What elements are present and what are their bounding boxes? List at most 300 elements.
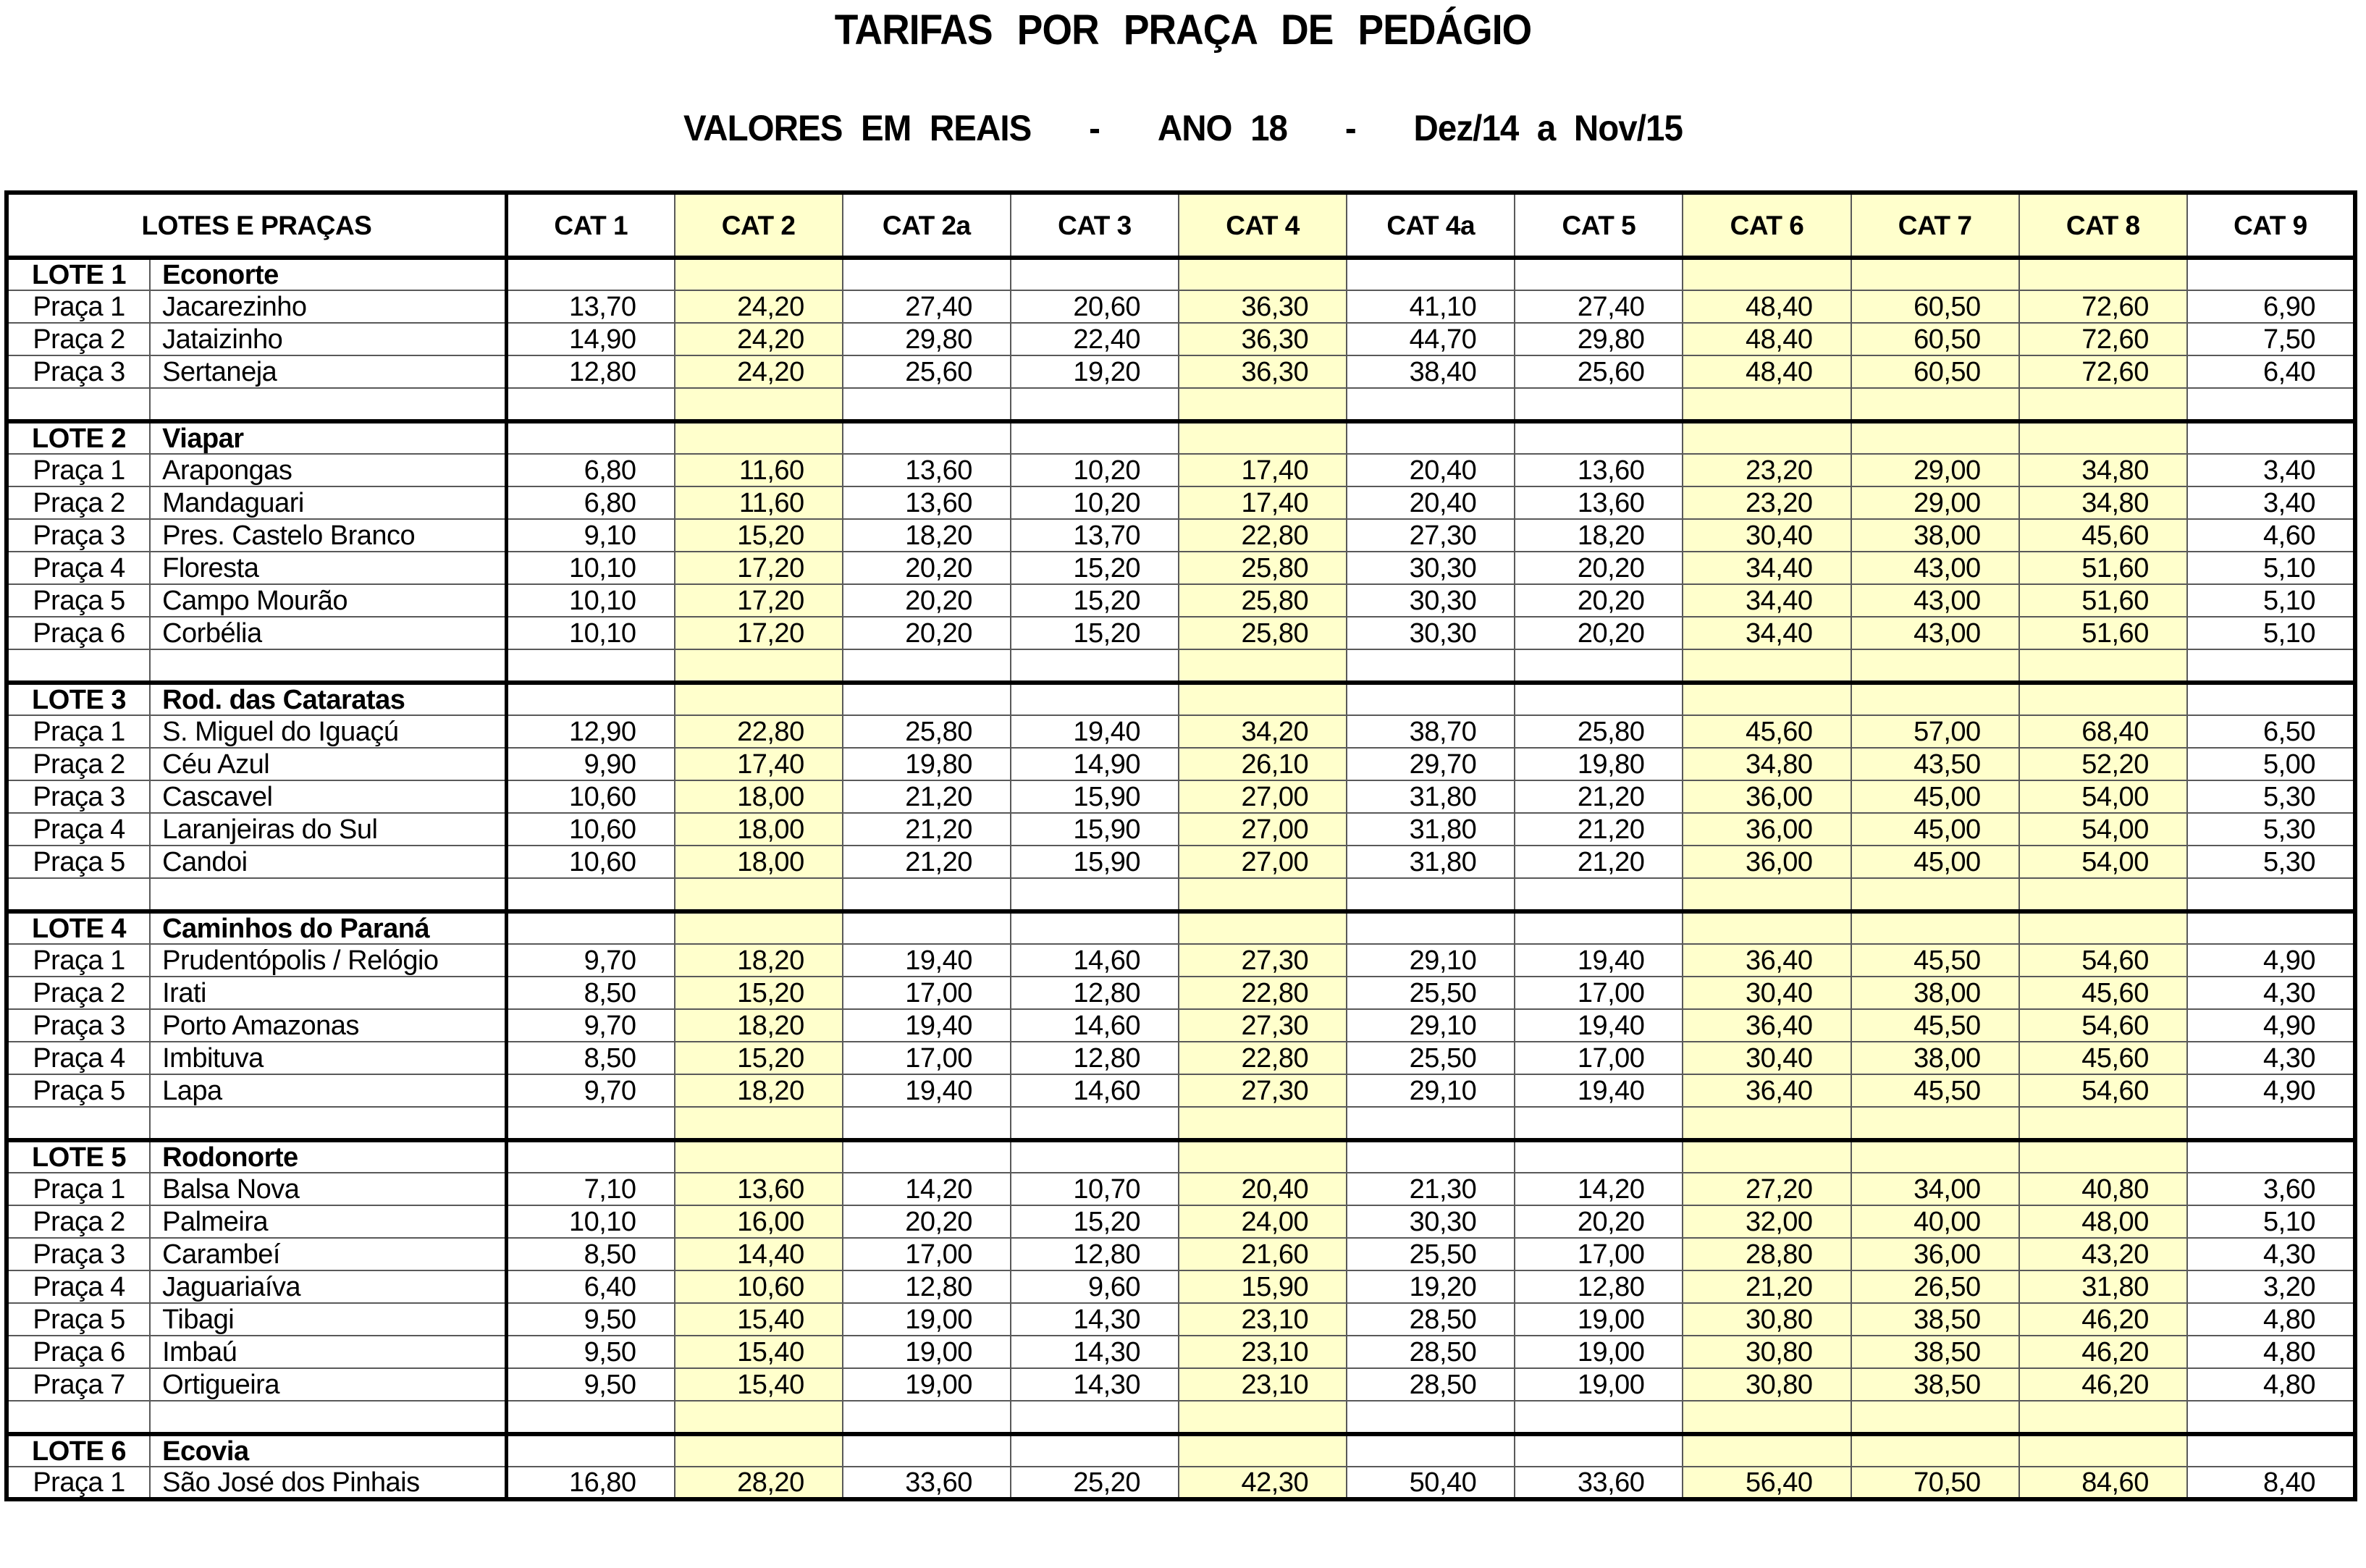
tariff-value-cell: 17,20	[675, 552, 843, 584]
praca-row	[7, 355, 2355, 388]
empty-cell	[2019, 421, 2187, 454]
separator-cell	[1011, 1107, 1179, 1140]
empty-cell	[1179, 258, 1347, 290]
tariff-value-cell: 36,40	[1683, 1009, 1851, 1042]
tariff-value-cell: 23,20	[1683, 454, 1851, 486]
tariff-value-cell: 34,40	[1683, 617, 1851, 649]
tariff-value-cell: 15,20	[1011, 617, 1179, 649]
cat-header-cell: CAT 6	[1683, 193, 1851, 258]
tariff-value-cell: 48,40	[1683, 323, 1851, 355]
tariff-value-cell: 9,70	[506, 944, 674, 977]
empty-cell	[2019, 1140, 2187, 1173]
tariff-value-cell: 23,10	[1179, 1336, 1347, 1368]
tariff-value-cell: 57,00	[1851, 715, 2019, 748]
place-name-cell: Lapa	[150, 1074, 506, 1107]
tariff-value-cell: 29,70	[1347, 748, 1515, 780]
page-title: TARIFAS POR PRAÇA DE PEDÁGIO	[834, 7, 1532, 54]
place-name-cell: Pres. Castelo Branco	[150, 519, 506, 552]
tariff-value-cell: 17,20	[675, 617, 843, 649]
tariff-value-cell: 17,40	[1179, 454, 1347, 486]
tariff-value-cell: 36,30	[1179, 290, 1347, 323]
tariff-value-cell: 51,60	[2019, 617, 2187, 649]
tariff-value-cell: 38,50	[1851, 1336, 2019, 1368]
tariff-value-cell: 5,10	[2187, 584, 2355, 617]
tariff-value-cell: 38,70	[1347, 715, 1515, 748]
empty-cell	[1347, 683, 1515, 715]
separator-cell	[843, 878, 1011, 911]
tariff-value-cell: 45,00	[1851, 846, 2019, 878]
praca-row	[7, 715, 2355, 748]
separator-cell	[2187, 1107, 2355, 1140]
tariff-value-cell: 17,40	[675, 748, 843, 780]
empty-cell	[2187, 1140, 2355, 1173]
empty-cell	[2187, 683, 2355, 715]
praca-label-cell: Praça 1	[7, 1173, 150, 1205]
tariff-value-cell: 36,40	[1683, 1074, 1851, 1107]
separator-cell	[1683, 1401, 1851, 1434]
tariff-value-cell: 26,10	[1179, 748, 1347, 780]
tariff-value-cell: 5,00	[2187, 748, 2355, 780]
tariff-value-cell: 18,20	[675, 1074, 843, 1107]
tariff-value-cell: 43,00	[1851, 552, 2019, 584]
place-name-cell: Imbaú	[150, 1336, 506, 1368]
praca-label-cell: Praça 2	[7, 323, 150, 355]
separator-cell	[1515, 649, 1683, 683]
empty-cell	[1515, 1434, 1683, 1467]
empty-cell	[1179, 1140, 1347, 1173]
empty-cell	[2019, 911, 2187, 944]
tariff-value-cell: 14,60	[1011, 1009, 1179, 1042]
tariff-value-cell: 8,50	[506, 1238, 674, 1270]
cat-header-cell: CAT 4a	[1347, 193, 1515, 258]
empty-cell	[2019, 1434, 2187, 1467]
praca-label-cell: Praça 1	[7, 1467, 150, 1499]
tariff-value-cell: 22,80	[1179, 519, 1347, 552]
empty-cell	[1851, 911, 2019, 944]
empty-cell	[1851, 258, 2019, 290]
tariff-value-cell: 4,60	[2187, 519, 2355, 552]
tariff-value-cell: 33,60	[843, 1467, 1011, 1499]
praca-label-cell: Praça 1	[7, 454, 150, 486]
tariff-value-cell: 29,10	[1347, 1074, 1515, 1107]
tariff-value-cell: 22,80	[1179, 1042, 1347, 1074]
separator-cell	[1179, 878, 1347, 911]
tariff-value-cell: 6,90	[2187, 290, 2355, 323]
praca-row	[7, 1042, 2355, 1074]
tariff-value-cell: 4,90	[2187, 944, 2355, 977]
empty-cell	[506, 911, 674, 944]
separator-cell	[1851, 388, 2019, 421]
tariff-value-cell: 20,20	[1515, 1205, 1683, 1238]
lote-header-row	[7, 911, 2355, 944]
tariff-value-cell: 10,10	[506, 1205, 674, 1238]
tariff-value-cell: 4,30	[2187, 977, 2355, 1009]
praca-label-cell: Praça 2	[7, 977, 150, 1009]
tariff-value-cell: 29,00	[1851, 486, 2019, 519]
tariff-value-cell: 13,60	[675, 1173, 843, 1205]
lote-name-cell: Rod. das Cataratas	[150, 683, 506, 715]
tariff-value-cell: 29,10	[1347, 944, 1515, 977]
subtitle-values-label: VALORES EM REAIS	[683, 108, 1032, 148]
tariff-value-cell: 19,00	[843, 1336, 1011, 1368]
praca-label-cell: Praça 4	[7, 1270, 150, 1303]
separator-cell	[843, 1107, 1011, 1140]
tariff-value-cell: 31,80	[1347, 813, 1515, 846]
praca-row	[7, 944, 2355, 977]
tariff-value-cell: 6,80	[506, 486, 674, 519]
empty-cell	[1347, 1434, 1515, 1467]
praca-row	[7, 977, 2355, 1009]
tariff-value-cell: 8,40	[2187, 1467, 2355, 1499]
empty-cell	[843, 421, 1011, 454]
page-subtitle	[59, 107, 2307, 149]
tariff-value-cell: 12,80	[843, 1270, 1011, 1303]
tariff-value-cell: 10,20	[1011, 486, 1179, 519]
separator-cell	[2187, 649, 2355, 683]
tariff-value-cell: 54,00	[2019, 813, 2187, 846]
tariff-value-cell: 18,00	[675, 813, 843, 846]
empty-cell	[1179, 421, 1347, 454]
tariff-value-cell: 12,80	[1011, 977, 1179, 1009]
tariff-value-cell: 4,90	[2187, 1009, 2355, 1042]
tariff-value-cell: 27,00	[1179, 780, 1347, 813]
lote-label-cell: LOTE 1	[7, 258, 150, 290]
tariff-value-cell: 20,40	[1179, 1173, 1347, 1205]
praca-label-cell: Praça 4	[7, 552, 150, 584]
empty-cell	[1179, 1434, 1347, 1467]
tariff-value-cell: 14,20	[843, 1173, 1011, 1205]
tariff-value-cell: 23,10	[1179, 1303, 1347, 1336]
empty-cell	[843, 1140, 1011, 1173]
separator-cell	[675, 1401, 843, 1434]
separator-cell	[2187, 878, 2355, 911]
subtitle-separator: -	[1089, 108, 1100, 148]
cat-header-cell: CAT 7	[1851, 193, 2019, 258]
tariff-value-cell: 46,20	[2019, 1336, 2187, 1368]
empty-cell	[675, 1434, 843, 1467]
tariff-value-cell: 72,60	[2019, 323, 2187, 355]
cat-header-cell: CAT 2a	[843, 193, 1011, 258]
tariff-value-cell: 25,80	[1179, 552, 1347, 584]
tariff-value-cell: 24,20	[675, 290, 843, 323]
tariff-value-cell: 15,20	[1011, 584, 1179, 617]
praca-row	[7, 1173, 2355, 1205]
separator-cell	[1011, 878, 1179, 911]
tariff-value-cell: 4,30	[2187, 1042, 2355, 1074]
separator-row	[7, 1401, 2355, 1434]
empty-cell	[1011, 1140, 1179, 1173]
tariff-value-cell: 9,70	[506, 1009, 674, 1042]
tariff-value-cell: 23,20	[1683, 486, 1851, 519]
lote-name-cell: Viapar	[150, 421, 506, 454]
empty-cell	[506, 683, 674, 715]
praca-row	[7, 1074, 2355, 1107]
empty-cell	[2019, 258, 2187, 290]
praca-row	[7, 323, 2355, 355]
cat-header-cell: CAT 2	[675, 193, 843, 258]
tariff-value-cell: 18,20	[1515, 519, 1683, 552]
separator-cell	[150, 1107, 506, 1140]
tariff-value-cell: 31,80	[1347, 846, 1515, 878]
praca-row	[7, 1238, 2355, 1270]
lote-header-row	[7, 1140, 2355, 1173]
place-name-cell: Tibagi	[150, 1303, 506, 1336]
tariff-value-cell: 60,50	[1851, 290, 2019, 323]
separator-cell	[7, 878, 150, 911]
tariff-value-cell: 4,80	[2187, 1336, 2355, 1368]
tariff-value-cell: 72,60	[2019, 355, 2187, 388]
separator-cell	[1515, 1107, 1683, 1140]
tariff-value-cell: 3,40	[2187, 486, 2355, 519]
tariff-value-cell: 19,40	[843, 1074, 1011, 1107]
tariff-value-cell: 15,40	[675, 1368, 843, 1401]
tariff-value-cell: 12,80	[1515, 1270, 1683, 1303]
praca-row	[7, 846, 2355, 878]
praca-label-cell: Praça 5	[7, 1303, 150, 1336]
tariff-value-cell: 21,20	[1515, 780, 1683, 813]
empty-cell	[1011, 911, 1179, 944]
separator-cell	[150, 649, 506, 683]
tariff-value-cell: 15,90	[1179, 1270, 1347, 1303]
tariff-value-cell: 51,60	[2019, 552, 2187, 584]
tariff-value-cell: 36,00	[1683, 846, 1851, 878]
tariff-value-cell: 6,80	[506, 454, 674, 486]
tariff-value-cell: 52,20	[2019, 748, 2187, 780]
subtitle-separator: -	[1344, 108, 1356, 148]
tariff-value-cell: 30,80	[1683, 1336, 1851, 1368]
separator-cell	[1515, 1401, 1683, 1434]
tariff-value-cell: 19,00	[1515, 1336, 1683, 1368]
lote-label-cell: LOTE 6	[7, 1434, 150, 1467]
tariff-value-cell: 23,10	[1179, 1368, 1347, 1401]
tariff-value-cell: 34,80	[2019, 454, 2187, 486]
tariff-value-cell: 14,90	[1011, 748, 1179, 780]
tariff-value-cell: 17,00	[843, 977, 1011, 1009]
tariff-value-cell: 5,30	[2187, 780, 2355, 813]
praca-row	[7, 290, 2355, 323]
separator-cell	[2019, 649, 2187, 683]
praca-label-cell: Praça 4	[7, 1042, 150, 1074]
tariff-value-cell: 38,00	[1851, 519, 2019, 552]
tariff-value-cell: 15,40	[675, 1303, 843, 1336]
tariff-value-cell: 21,20	[843, 846, 1011, 878]
tariff-value-cell: 14,20	[1515, 1173, 1683, 1205]
tariff-value-cell: 4,80	[2187, 1303, 2355, 1336]
lote-name-cell: Econorte	[150, 258, 506, 290]
praca-label-cell: Praça 2	[7, 1205, 150, 1238]
empty-cell	[675, 1140, 843, 1173]
tariff-value-cell: 25,80	[843, 715, 1011, 748]
empty-cell	[1851, 421, 2019, 454]
lote-label-cell: LOTE 4	[7, 911, 150, 944]
tariff-value-cell: 54,00	[2019, 846, 2187, 878]
separator-cell	[1347, 1107, 1515, 1140]
tariff-value-cell: 9,60	[1011, 1270, 1179, 1303]
tariff-value-cell: 5,10	[2187, 552, 2355, 584]
tariff-value-cell: 21,60	[1179, 1238, 1347, 1270]
separator-cell	[675, 878, 843, 911]
empty-cell	[2187, 258, 2355, 290]
separator-cell	[843, 388, 1011, 421]
tariff-value-cell: 28,50	[1347, 1336, 1515, 1368]
tariff-value-cell: 41,10	[1347, 290, 1515, 323]
separator-cell	[150, 878, 506, 911]
tariff-value-cell: 54,60	[2019, 944, 2187, 977]
empty-cell	[1683, 1140, 1851, 1173]
tariff-value-cell: 14,90	[506, 323, 674, 355]
separator-cell	[2019, 388, 2187, 421]
tariff-value-cell: 30,40	[1683, 519, 1851, 552]
tariff-value-cell: 12,80	[1011, 1042, 1179, 1074]
tariff-value-cell: 40,00	[1851, 1205, 2019, 1238]
place-name-cell: Palmeira	[150, 1205, 506, 1238]
tariff-value-cell: 5,10	[2187, 617, 2355, 649]
tariff-value-cell: 34,80	[2019, 486, 2187, 519]
praca-label-cell: Praça 1	[7, 715, 150, 748]
tariff-value-cell: 30,40	[1683, 1042, 1851, 1074]
tariff-value-cell: 4,80	[2187, 1368, 2355, 1401]
empty-cell	[675, 421, 843, 454]
tariff-value-cell: 6,40	[2187, 355, 2355, 388]
tariff-value-cell: 18,20	[675, 1009, 843, 1042]
tariff-value-cell: 38,40	[1347, 355, 1515, 388]
tariff-value-cell: 13,60	[843, 454, 1011, 486]
tariff-value-cell: 9,10	[506, 519, 674, 552]
tariff-value-cell: 21,20	[1515, 846, 1683, 878]
tariff-value-cell: 19,00	[843, 1303, 1011, 1336]
praca-label-cell: Praça 7	[7, 1368, 150, 1401]
separator-cell	[506, 1107, 674, 1140]
tariff-value-cell: 20,20	[1515, 584, 1683, 617]
tariff-value-cell: 21,20	[843, 813, 1011, 846]
tariff-value-cell: 56,40	[1683, 1467, 1851, 1499]
tariff-value-cell: 19,80	[843, 748, 1011, 780]
tariff-value-cell: 20,20	[1515, 617, 1683, 649]
separator-cell	[150, 388, 506, 421]
tariff-value-cell: 18,00	[675, 780, 843, 813]
tariff-value-cell: 25,20	[1011, 1467, 1179, 1499]
empty-cell	[1851, 683, 2019, 715]
tariff-value-cell: 28,80	[1683, 1238, 1851, 1270]
place-name-cell: Jataizinho	[150, 323, 506, 355]
lotes-pracas-header-cell: LOTES E PRAÇAS	[7, 193, 506, 258]
praca-label-cell: Praça 5	[7, 1074, 150, 1107]
place-name-cell: Imbituva	[150, 1042, 506, 1074]
tariff-value-cell: 18,00	[675, 846, 843, 878]
tariff-table-header	[7, 193, 2355, 258]
tariff-value-cell: 16,00	[675, 1205, 843, 1238]
tariff-value-cell: 19,80	[1515, 748, 1683, 780]
empty-cell	[1179, 683, 1347, 715]
tariff-value-cell: 19,40	[1515, 1074, 1683, 1107]
empty-cell	[1011, 683, 1179, 715]
tariff-value-cell: 15,40	[675, 1336, 843, 1368]
tariff-value-cell: 15,20	[675, 977, 843, 1009]
tariff-value-cell: 38,50	[1851, 1368, 2019, 1401]
tariff-value-cell: 19,20	[1011, 355, 1179, 388]
tariff-value-cell: 9,50	[506, 1368, 674, 1401]
cat-header-cell: CAT 4	[1179, 193, 1347, 258]
tariff-value-cell: 14,30	[1011, 1368, 1179, 1401]
separator-cell	[675, 388, 843, 421]
tariff-value-cell: 11,60	[675, 486, 843, 519]
tariff-value-cell: 10,70	[1011, 1173, 1179, 1205]
separator-cell	[1347, 649, 1515, 683]
tariff-value-cell: 4,90	[2187, 1074, 2355, 1107]
separator-cell	[675, 1107, 843, 1140]
empty-cell	[1515, 683, 1683, 715]
separator-cell	[1179, 1401, 1347, 1434]
tariff-value-cell: 20,20	[1515, 552, 1683, 584]
tariff-value-cell: 46,20	[2019, 1303, 2187, 1336]
tariff-value-cell: 14,40	[675, 1238, 843, 1270]
empty-cell	[1347, 421, 1515, 454]
tariff-value-cell: 19,00	[843, 1368, 1011, 1401]
tariff-value-cell: 20,20	[843, 584, 1011, 617]
tariff-value-cell: 42,30	[1179, 1467, 1347, 1499]
place-name-cell: Corbélia	[150, 617, 506, 649]
tariff-value-cell: 10,60	[506, 813, 674, 846]
tariff-value-cell: 45,60	[2019, 1042, 2187, 1074]
tariff-value-cell: 38,50	[1851, 1303, 2019, 1336]
tariff-value-cell: 28,50	[1347, 1303, 1515, 1336]
tariff-value-cell: 60,50	[1851, 323, 2019, 355]
tariff-value-cell: 29,80	[1515, 323, 1683, 355]
tariff-value-cell: 36,00	[1683, 813, 1851, 846]
separator-cell	[1683, 388, 1851, 421]
separator-cell	[506, 1401, 674, 1434]
tariff-value-cell: 30,80	[1683, 1303, 1851, 1336]
tariff-value-cell: 17,00	[843, 1042, 1011, 1074]
tariff-value-cell: 25,80	[1179, 584, 1347, 617]
empty-cell	[675, 911, 843, 944]
tariff-value-cell: 40,80	[2019, 1173, 2187, 1205]
place-name-cell: Porto Amazonas	[150, 1009, 506, 1042]
tariff-value-cell: 34,00	[1851, 1173, 2019, 1205]
tariff-value-cell: 17,00	[1515, 977, 1683, 1009]
tariff-value-cell: 68,40	[2019, 715, 2187, 748]
empty-cell	[2187, 421, 2355, 454]
tariff-value-cell: 12,90	[506, 715, 674, 748]
separator-cell	[843, 649, 1011, 683]
tariff-value-cell: 16,80	[506, 1467, 674, 1499]
tariff-value-cell: 34,80	[1683, 748, 1851, 780]
separator-cell	[1347, 878, 1515, 911]
tariff-value-cell: 9,50	[506, 1303, 674, 1336]
place-name-cell: Jaguariaíva	[150, 1270, 506, 1303]
tariff-value-cell: 18,20	[843, 519, 1011, 552]
praca-row	[7, 584, 2355, 617]
praca-row	[7, 813, 2355, 846]
tariff-value-cell: 31,80	[2019, 1270, 2187, 1303]
tariff-value-cell: 21,30	[1347, 1173, 1515, 1205]
separator-cell	[1011, 649, 1179, 683]
cat-header-cell: CAT 1	[506, 193, 674, 258]
tariff-value-cell: 15,20	[1011, 552, 1179, 584]
empty-cell	[1683, 911, 1851, 944]
tariff-value-cell: 13,70	[1011, 519, 1179, 552]
separator-cell	[1011, 388, 1179, 421]
tariff-value-cell: 24,00	[1179, 1205, 1347, 1238]
empty-cell	[2187, 911, 2355, 944]
separator-row	[7, 649, 2355, 683]
tariff-value-cell: 54,60	[2019, 1074, 2187, 1107]
tariff-value-cell: 14,30	[1011, 1336, 1179, 1368]
cat-header-cell: CAT 5	[1515, 193, 1683, 258]
tariff-value-cell: 5,30	[2187, 813, 2355, 846]
tariff-value-cell: 21,20	[1683, 1270, 1851, 1303]
place-name-cell: São José dos Pinhais	[150, 1467, 506, 1499]
